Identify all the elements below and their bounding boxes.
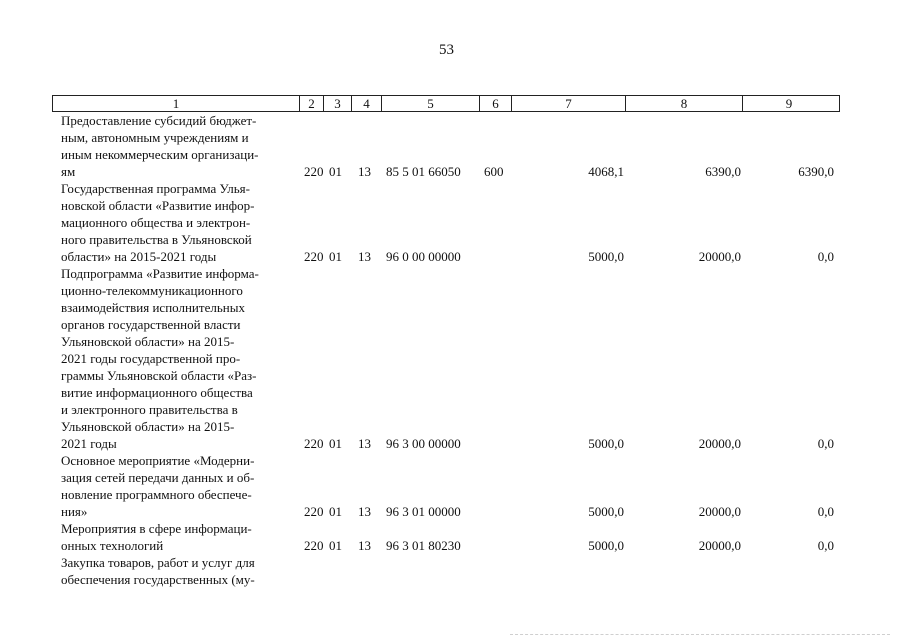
cell-name-line: ного правительства в Ульяновской — [61, 232, 252, 247]
cell-amount-col8: 20000,0 — [698, 504, 741, 519]
cell-section: 01 — [329, 504, 342, 519]
scan-artifact-line — [510, 634, 890, 637]
cell-name-line: Мероприятия в сфере информаци- — [61, 521, 252, 536]
cell-amount-col8: 20000,0 — [698, 436, 741, 451]
cell-expense-type — [478, 180, 510, 265]
cell-section: 01 — [329, 538, 342, 553]
cell-subsection — [350, 554, 380, 588]
cell-name — [52, 452, 298, 520]
cell-amount-col7: 4068,1 — [588, 164, 624, 179]
header-col-6: 6 — [479, 96, 511, 111]
cell-name-line: Подпрограмма «Развитие информа- — [61, 266, 259, 281]
cell-subsection: 13 — [358, 164, 371, 179]
cell-expense-type — [478, 520, 510, 554]
cell-name — [52, 265, 298, 452]
header-col-5: 5 — [381, 96, 479, 111]
cell-name-line: иным некоммерческим организаци- — [61, 147, 259, 162]
cell-amount-col8: 6390,0 — [705, 164, 741, 179]
cell-name-line: и электронного правительства в — [61, 402, 238, 417]
cell-name-line: обеспечения государственных (му- — [61, 572, 255, 587]
cell-target-article: 96 3 01 80230 — [386, 538, 461, 553]
header-col-9: 9 — [742, 96, 835, 111]
cell-section: 01 — [329, 164, 342, 179]
cell-name-line: области» на 2015-2021 годы — [61, 249, 217, 264]
cell-target-article: 96 0 00 00000 — [386, 249, 461, 264]
cell-name-line: Основное мероприятие «Модерни- — [61, 453, 255, 468]
cell-name-line: 2021 годы — [61, 436, 117, 451]
cell-expense-type — [478, 265, 510, 452]
cell-subsection: 13 — [358, 538, 371, 553]
cell-amount-col7: 5000,0 — [588, 504, 624, 519]
page-number: 53 — [439, 42, 454, 58]
cell-name-line: 2021 годы государственной про- — [61, 351, 241, 366]
cell-name-line: ния» — [61, 504, 88, 519]
cell-name-line: новской области «Развитие инфор- — [61, 198, 255, 213]
cell-expense-type — [478, 554, 510, 588]
cell-name-line: ным, автономным учреждениям и — [61, 130, 249, 145]
cell-ministry — [298, 554, 322, 588]
cell-amount-col9: 6390,0 — [798, 164, 834, 179]
cell-ministry: 220 — [304, 249, 324, 264]
header-col-3: 3 — [323, 96, 351, 111]
cell-name-line: Ульяновской области» на 2015- — [61, 419, 235, 434]
cell-ministry: 220 — [304, 164, 324, 179]
cell-target-article: 85 5 01 66050 — [386, 164, 461, 179]
cell-target-article — [380, 554, 478, 588]
cell-amount-col9: 0,0 — [817, 538, 834, 553]
cell-amount-col8: 20000,0 — [698, 538, 741, 553]
cell-name-line: зация сетей передачи данных и об- — [61, 470, 255, 485]
cell-amount-col7 — [510, 554, 624, 588]
cell-name-line: витие информационного общества — [61, 385, 253, 400]
cell-target-article: 96 3 01 00000 — [386, 504, 461, 519]
cell-amount-col9: 0,0 — [817, 249, 834, 264]
header-col-1: 1 — [172, 96, 180, 111]
cell-amount-col9: 0,0 — [817, 436, 834, 451]
cell-name-line: органов государственной власти — [61, 317, 241, 332]
header-col-7: 7 — [511, 96, 625, 111]
cell-amount-col9 — [741, 554, 834, 588]
table-row — [52, 265, 840, 452]
cell-amount-col9: 0,0 — [817, 504, 834, 519]
cell-name — [52, 112, 298, 180]
table-row — [52, 554, 840, 588]
cell-subsection: 13 — [358, 436, 371, 451]
cell-name-line: новление программного обеспече- — [61, 487, 252, 502]
cell-name-line: граммы Ульяновской области «Раз- — [61, 368, 257, 383]
cell-amount-col7: 5000,0 — [588, 538, 624, 553]
cell-name-line: Ульяновской области» на 2015- — [61, 334, 235, 349]
cell-amount-col7: 5000,0 — [588, 436, 624, 451]
budget-table — [52, 95, 840, 588]
cell-name — [52, 520, 298, 554]
cell-expense-type: 600 — [484, 164, 504, 179]
cell-section — [322, 554, 350, 588]
header-col-4: 4 — [351, 96, 381, 111]
table-row — [52, 452, 840, 520]
table-row — [52, 180, 840, 265]
cell-subsection: 13 — [358, 249, 371, 264]
cell-name-line: Закупка товаров, работ и услуг для — [61, 555, 255, 570]
header-col-2: 2 — [299, 96, 323, 111]
cell-target-article: 96 3 00 00000 — [386, 436, 461, 451]
cell-expense-type — [478, 452, 510, 520]
cell-name-line: ям — [61, 164, 76, 179]
cell-ministry: 220 — [304, 436, 324, 451]
cell-name-line: ционно-телекоммуникационного — [61, 283, 243, 298]
cell-ministry: 220 — [304, 538, 324, 553]
table-row — [52, 112, 840, 180]
cell-section: 01 — [329, 249, 342, 264]
cell-name-line: онных технологий — [61, 538, 164, 553]
cell-amount-col7: 5000,0 — [588, 249, 624, 264]
cell-amount-col8 — [624, 554, 741, 588]
cell-subsection: 13 — [358, 504, 371, 519]
cell-section: 01 — [329, 436, 342, 451]
cell-name-line: мационного общества и электрон- — [61, 215, 251, 230]
table-row — [52, 520, 840, 554]
cell-amount-col8: 20000,0 — [698, 249, 741, 264]
cell-name — [52, 180, 298, 265]
cell-name-line: Предоставление субсидий бюджет- — [61, 113, 257, 128]
cell-ministry: 220 — [304, 504, 324, 519]
table-header-row — [52, 95, 840, 112]
header-col-8: 8 — [625, 96, 742, 111]
cell-name — [52, 554, 298, 588]
table-body — [52, 112, 840, 588]
cell-name-line: Государственная программа Улья- — [61, 181, 250, 196]
cell-name-line: взаимодействия исполнительных — [61, 300, 245, 315]
